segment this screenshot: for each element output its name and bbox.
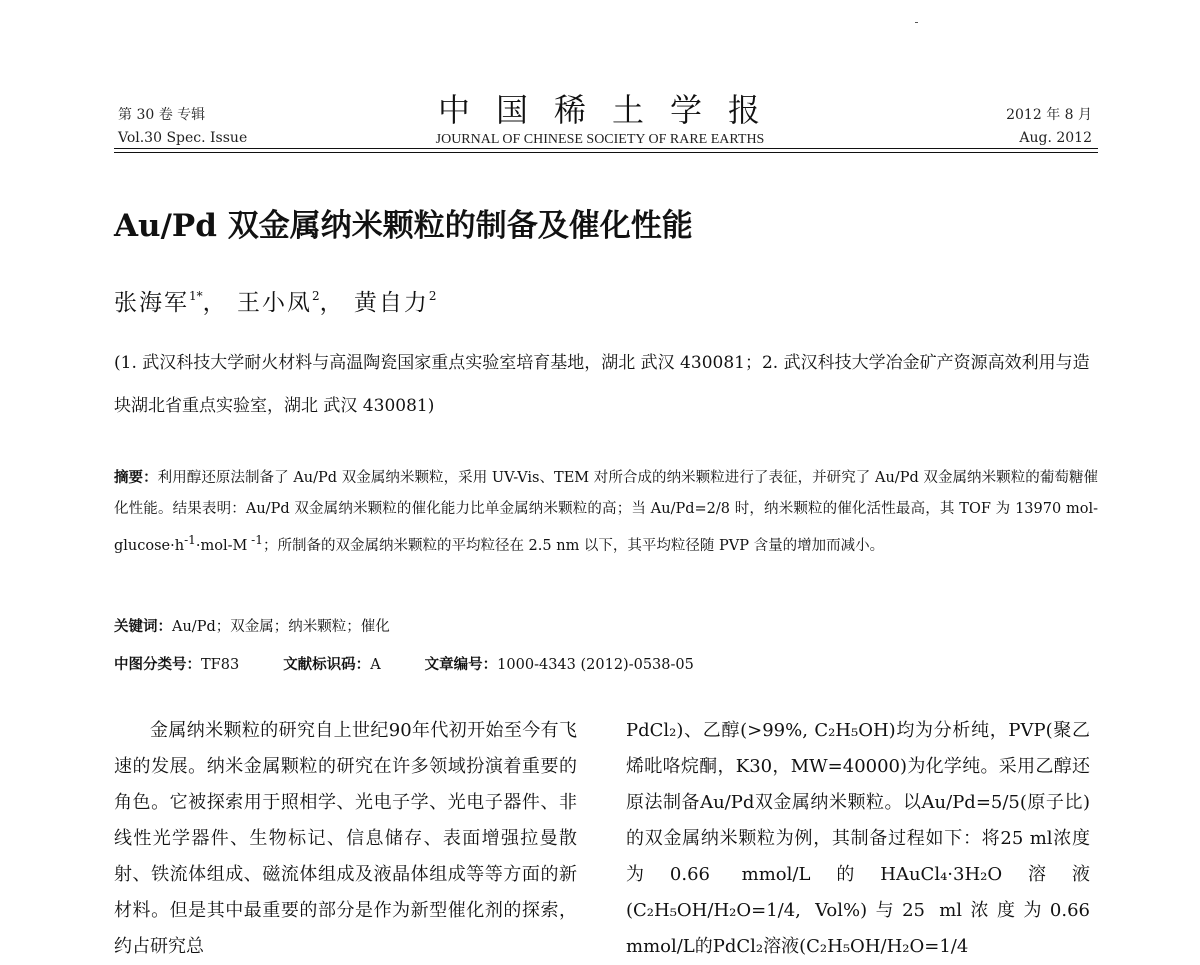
abstract-sup: -1 [247, 533, 263, 547]
author-list [114, 284, 437, 317]
journal-name-en: JOURNAL OF CHINESE SOCIETY OF RARE EARTHS [435, 132, 765, 147]
author-affiliation-mark: 2 [311, 289, 320, 303]
keywords-label: 关键词： [114, 618, 172, 635]
date-cn: 2012 年 8 月 [1006, 107, 1092, 123]
clc-value: TF83 [201, 657, 240, 673]
article-title: Au/Pd 双金属纳米颗粒的制备及催化性能 [114, 208, 693, 244]
journal-name-cn: 中国稀土学报 [437, 91, 786, 129]
scan-mark [915, 22, 918, 23]
author-affiliation-mark: 2 [428, 289, 437, 303]
author-name: 王小凤 [236, 290, 312, 316]
author-name: 黄自力 [353, 290, 429, 316]
author-name: 张海军 [114, 290, 189, 316]
article-no-value: 1000-4343 (2012)-0538-05 [497, 657, 694, 673]
classification-line [114, 652, 694, 678]
abstract-text-end: ；所制备的双金属纳米颗粒的平均粒径在 2.5 nm 以下，其平均粒径随 PVP 含量的增加而减小。 [262, 537, 885, 554]
date-en: Aug. 2012 [1019, 130, 1092, 146]
abstract-text: 利用醇还原法制备了 Au/Pd 双金属纳米颗粒，采用 UV-Vis、TEM 对所合成的纳米颗粒进行了表征，并研究了 Au/Pd 双金属纳米颗粒的葡萄糖催化性能。结果表明：Au/Pd 双金属纳米颗粒的催化能力比单金属纳米颗粒的高；当 Au/Pd=2/8 时，纳米颗粒的催化活性最高，其 TOF 为 13970 mol-glucose·h [114, 470, 1098, 554]
doccode-label: 文献标识码： [283, 656, 371, 673]
volume-cn: 第 30 卷 专辑 [118, 107, 206, 123]
keywords-text: Au/Pd；双金属；纳米颗粒；催化 [172, 619, 390, 635]
body-left-column: 金属纳米颗粒的研究自上世纪90年代初开始至今有飞速的发展。纳米金属颗粒的研究在许多领域扮演着重要的角色。它被探索用于照相学、光电子学、光电子器件、非线性光学器件、生物标记、信息储存、表面增强拉曼散射、铁流体组成、磁流体组成及液晶体组成等等方面的新材料。但是其中最重要的部分是作为新型催化剂的探索，约占研究总 [114, 720, 577, 957]
clc-label: 中图分类号： [114, 656, 201, 673]
header-rule-bottom [114, 152, 1098, 153]
header-rule-top [114, 148, 1098, 149]
body-right-column: PdCl₂)、乙醇(>99%, C₂H₅OH)均为分析纯，PVP(聚乙烯吡咯烷酮，K30，MW=40000)为化学纯。采用乙醇还原法制备Au/Pd双金属纳米颗粒。以Au/Pd=5/5(原子比)的双金属纳米颗粒为例，其制备过程如下：将25 ml浓度为0.66 mmol/L的HAuCl₄·3H₂O溶液(C₂H₅OH/H₂O=1/4, Vol%)与25 ml浓度为0.66 mmol/L的PdCl₂溶液(C₂H₅OH/H₂O=1/4 [626, 720, 1090, 957]
issue-date [1006, 104, 1092, 150]
author-separator: ， [319, 290, 345, 316]
affiliations: (1. 武汉科技大学耐火材料与高温陶瓷国家重点实验室培育基地，湖北 武汉 430081；2. 武汉科技大学冶金矿产资源高效利用与造块湖北省重点实验室，湖北 武汉 430081) [114, 353, 1090, 416]
volume-en: Vol.30 Spec. Issue [118, 130, 248, 146]
abstract-label: 摘要： [114, 469, 158, 486]
author-separator: ， [202, 290, 228, 316]
author-affiliation-mark: 1* [189, 289, 203, 303]
abstract [114, 462, 1098, 562]
doccode-value: A [370, 657, 381, 673]
abstract-unit: ·mol-M [195, 537, 248, 554]
abstract-sup: -1 [184, 533, 196, 547]
keywords [114, 614, 390, 640]
article-no-label: 文章编号： [424, 656, 498, 673]
